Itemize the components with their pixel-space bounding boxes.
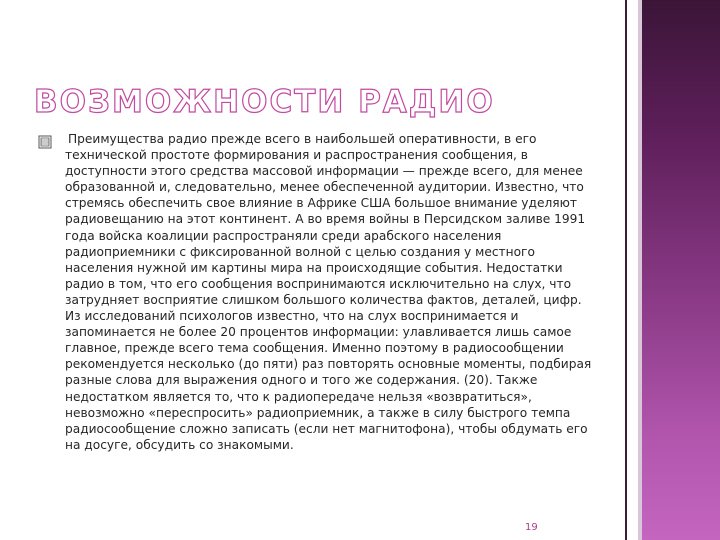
page-number: 19 [525,522,538,533]
square-bullet-icon [38,134,52,148]
slide-divider [625,0,627,540]
decorative-side-panel [642,0,720,540]
slide-title: ВОЗМОЖНОСТИ РАДИО [34,84,495,120]
bullet-paragraph: Преимущества радио прежде всего в наибольшей оперативности, в его технической простоте формирования и распространения сообщения, в доступности этого средства массовой информации — прежде всего, для менее образованной и, следовательно, менее обеспеченной аудитории. Известно, что стремясь обеспечить свое влияние в Африке США большое внимание уделяют радиовещанию на этот континент. А во время войны в Персидском заливе 1991 года войска коалиции распространяли среди арабского населения радиоприемники с фиксированной волной с целью создания у местного населения нужной им картины мира на происходящие события. Недостатки радио в том, что его сообщения воспринимаются исключительно на слух, что затрудняет восприятие слишком большого количества фактов, деталей, цифр. Из исследований психологов известно, что на слух воспринимается и запоминается не более 20 процентов информации: улавливается лишь самое главное, прежде всего тема сообщения. Именно поэтому в радиосообщении рекомендуется несколько (до пяти) раз повторять основные моменты, подбирая разные слова для выражения одного и того же содержания. (20). Также недостатком является то, что к радиопередаче нельзя «возвратиться», невозможно «переспросить» радиоприемник, а также в силу быстрого темпа радиосообщение сложно записать (если нет магнитофона), чтобы обдумать его на досуге, обсудить со знакомыми. [65,132,592,452]
